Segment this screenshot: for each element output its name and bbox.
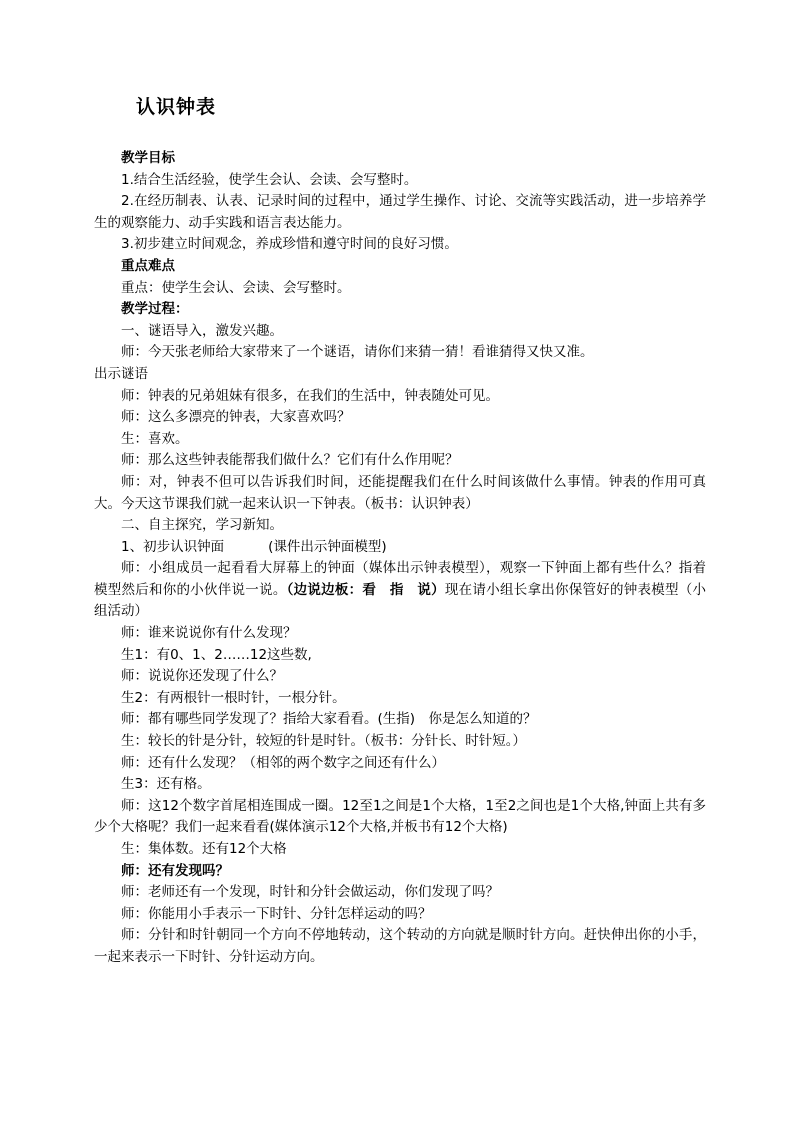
paragraph (94, 472, 706, 515)
text-run: 师：还有什么发现？（相邻的两个数字之间还有什么） (121, 754, 445, 771)
text-run: 一、谜语导入，激发兴趣。 (121, 322, 283, 339)
text-run: 生2：有两根针一根时针，一根分针。 (121, 689, 346, 706)
paragraph (94, 386, 706, 408)
bold-text: 教学过程： (121, 301, 189, 318)
text-run: 生：较长的针是分针，较短的针是时针。（板书：分针长、时针短。） (121, 733, 526, 750)
text-run: 师：你能用小手表示一下时针、分针怎样运动的吗？ (121, 905, 432, 922)
paragraph (94, 904, 706, 926)
text-run: 生1：有0、1、2……12这些数, (121, 646, 312, 663)
text-run: 师：今天张老师给大家带来了一个谜语，请你们来猜一猜！看谁猜得又快又准。 (121, 344, 594, 361)
text-run: 师：这12个数字首尾相连围成一圈。12至1之间是1个大格，1至2之间也是1个大格,钟面上共有多少个大格呢？我们一起来看看(媒体演示12个大格,并板书有12个大格) (94, 797, 706, 836)
text-run: 师：对，钟表不但可以告诉我们时间，还能提醒我们在什么时间该做什么事情。钟表的作用可真大。今天这节课我们就一起来认识一下钟表。（板书：认识钟表） (94, 473, 706, 512)
paragraph (94, 234, 706, 256)
text-run: 1.结合生活经验，使学生会认、会读、会写整时。 (121, 171, 418, 188)
paragraph (94, 364, 706, 386)
text-run: 师：小组成员一起看看大屏幕上的钟面（媒体出示钟表模型），观察一下钟面上都有些什么？指着模型然后和你的小伙伴说一说。 (94, 560, 706, 598)
paragraph (94, 623, 706, 645)
paragraph (94, 731, 706, 753)
text-run: 师：分针和时针朝同一个方向不停地转动，这个转动的方向就是顺时针方向。赶快伸出你的小手，一起来表示一下时针、分针运动方向。 (94, 927, 706, 965)
text-run: 师：都有哪些同学发现了？指给大家看看。(生指) 你是怎么知道的？ (121, 711, 537, 728)
paragraph (94, 882, 706, 904)
document-title: 认识钟表 (136, 96, 217, 118)
paragraph (94, 861, 706, 883)
paragraph (94, 774, 706, 796)
paragraph (94, 558, 706, 623)
paragraph (94, 278, 706, 300)
text-run: 师：那么这些钟表能帮我们做什么？它们有什么作用呢？ (121, 452, 459, 469)
paragraph (94, 537, 706, 559)
bold-text: 教学目标 (121, 150, 175, 166)
text-run: 生：喜欢。 (121, 430, 189, 447)
text-run: 生：集体数。还有12个大格 (121, 841, 287, 857)
text-run: 师：谁来说说你有什么发现？ (121, 625, 297, 642)
text-run: (课件出示钟面模型) (268, 538, 387, 555)
paragraph (94, 407, 706, 429)
paragraph (94, 839, 706, 861)
paragraph (94, 321, 706, 343)
paragraph (94, 342, 706, 364)
paragraph (94, 796, 706, 839)
paragraph (94, 450, 706, 472)
paragraph (94, 688, 706, 710)
bold-text: 重点难点 (121, 257, 175, 274)
paragraph (94, 753, 706, 775)
paragraph (94, 299, 706, 321)
text-run: 3.初步建立时间观念，养成珍惜和遵守时间的良好习惯。 (121, 236, 458, 253)
paragraph (94, 925, 706, 968)
text-run: 师：这么多漂亮的钟表，大家喜欢吗？ (121, 409, 351, 426)
paragraph (94, 191, 706, 234)
text-run: 生3：还有格。 (121, 776, 211, 793)
text-run: 2.在经历制表、认表、记录时间的过程中，通过学生操作、讨论、交流等实践活动，进一步培养学生的观察能力、动手实践和语言表达能力。 (94, 193, 706, 231)
paragraph (94, 148, 706, 170)
paragraph (94, 709, 706, 731)
text-run: 师：钟表的兄弟姐妹有很多，在我们的生活中，钟表随处可见。 (121, 387, 499, 404)
paragraph (94, 666, 706, 688)
text-run: 师：老师还有一个发现，时针和分针会做运动，你们发现了吗？ (121, 884, 499, 901)
text-run: 二、自主探究，学习新知。 (121, 517, 283, 534)
paragraph (94, 170, 706, 192)
paragraph (94, 256, 706, 278)
text-run: 出示谜语 (94, 365, 148, 382)
text-run: 重点：使学生会认、会读、会写整时。 (121, 279, 351, 296)
document-body (94, 148, 706, 969)
paragraph (94, 515, 706, 537)
text-run: 现在请小组长拿出你保管好的钟表模型（小组活动） (94, 581, 707, 620)
text-run: 1、初步认识钟面 (121, 538, 225, 555)
paragraph (94, 429, 706, 451)
paragraph (94, 645, 706, 667)
text-run: 师：说说你还发现了什么？ (121, 668, 283, 685)
bold-text: 师：还有发现吗？ (121, 862, 229, 879)
bold-text: （边说边板：看 指 说） (286, 581, 445, 598)
